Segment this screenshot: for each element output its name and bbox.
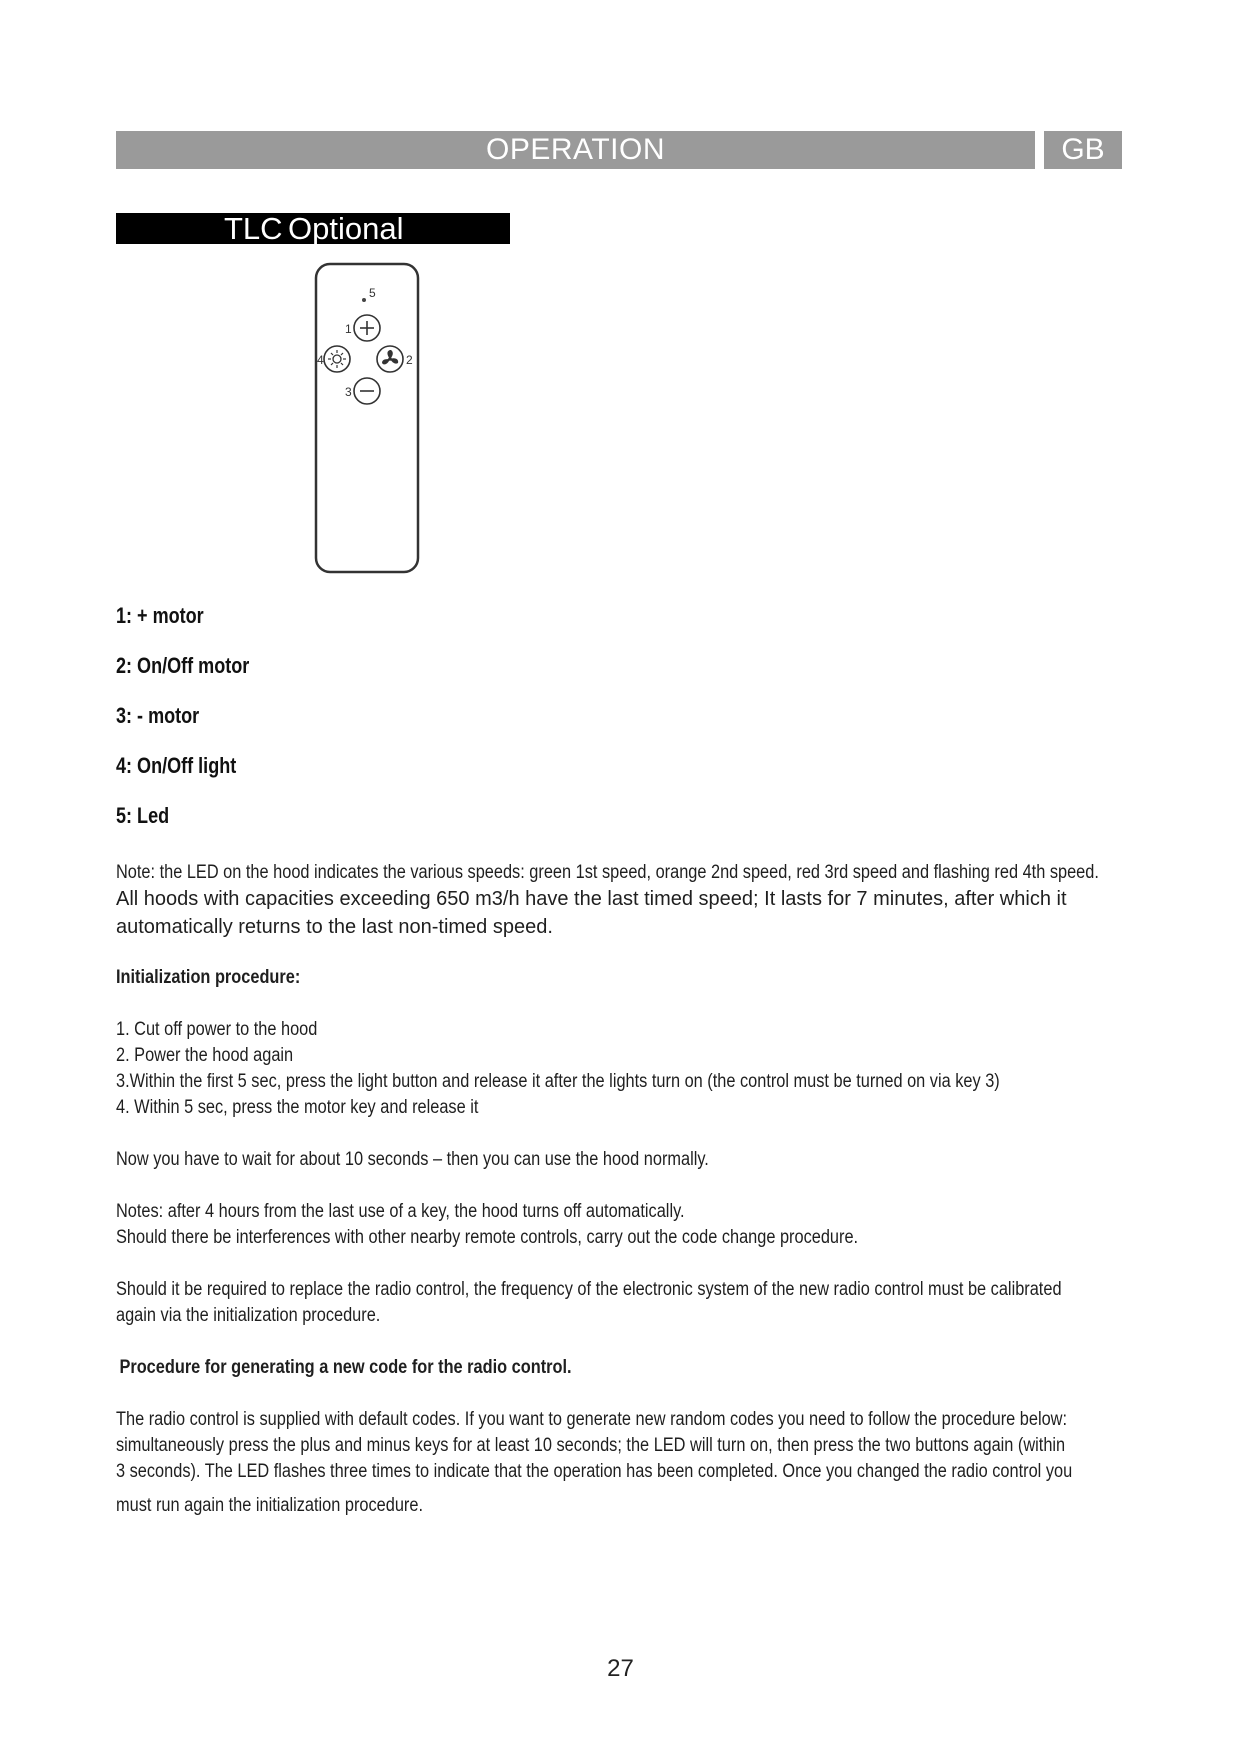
key-legend-item: 1: + motor bbox=[116, 603, 204, 628]
fan-key[interactable] bbox=[377, 346, 403, 372]
key-label-2: 2 bbox=[406, 353, 413, 367]
key-legend-item: 5: Led bbox=[116, 803, 170, 828]
initialization-section bbox=[116, 965, 1126, 1519]
plus-key[interactable] bbox=[354, 315, 380, 341]
init-step: 2. Power the hood again bbox=[116, 1045, 294, 1066]
init-step: 1. Cut off power to the hood bbox=[116, 1019, 318, 1040]
replace-note-line: Should it be required to replace the radio control, the frequency of the electronic system of the new radio control must be calibrated bbox=[116, 1279, 1062, 1300]
interference-note: Should there be interferences with other nearby remote controls, carry out the code change procedure. bbox=[116, 1227, 859, 1248]
key-legend bbox=[116, 603, 716, 853]
new-code-line: simultaneously press the plus and minus keys for at least 10 seconds; the LED will turn on, then press the two buttons again (within bbox=[116, 1435, 1066, 1456]
key-label-1: 1 bbox=[345, 322, 352, 336]
key-label-3: 3 bbox=[345, 385, 352, 399]
light-key[interactable] bbox=[324, 346, 350, 372]
replace-note-line: again via the initialization procedure. bbox=[116, 1305, 381, 1326]
auto-off-note: Notes: after 4 hours from the last use of a key, the hood turns off automatically. bbox=[116, 1201, 685, 1222]
minus-key[interactable] bbox=[354, 378, 380, 404]
led-indicator bbox=[362, 298, 366, 302]
page-number: 27 bbox=[607, 1655, 634, 1682]
language-tag: GB bbox=[1044, 131, 1122, 169]
key-label-5: 5 bbox=[369, 286, 376, 300]
new-code-line: must run again the initialization procedure. bbox=[116, 1495, 424, 1516]
wait-note: Now you have to wait for about 10 seconds – then you can use the hood normally. bbox=[116, 1149, 709, 1170]
init-step: 4. Within 5 sec, press the motor key and release it bbox=[116, 1097, 479, 1118]
section-header-operation: OPERATION bbox=[116, 131, 1035, 169]
new-code-line: 3 seconds). The LED flashes three times to indicate that the operation has been completed. Once you changed the radio control you bbox=[116, 1461, 1073, 1482]
key-legend-item: 2: On/Off motor bbox=[116, 653, 250, 678]
speed-note: Note: the LED on the hood indicates the various speeds: green 1st speed, orange 2nd speed, red 3rd speed and flashing red 4th speed. bbox=[116, 862, 1099, 883]
key-legend-item: 3: - motor bbox=[116, 703, 200, 728]
timed-speed-paragraph: All hoods with capacities exceeding 650 m3/h have the last timed speed; It lasts for 7 minutes, after which it automatically returns to the last non-timed speed. bbox=[116, 888, 1067, 938]
init-step: 3.Within the first 5 sec, press the light button and release it after the lights turn on (the control must be turned on via key 3) bbox=[116, 1071, 1000, 1092]
subsection-title-bar bbox=[116, 213, 510, 244]
key-legend-item: 4: On/Off light bbox=[116, 753, 237, 778]
remote-body bbox=[316, 264, 418, 572]
initialization-heading: Initialization procedure: bbox=[116, 967, 301, 988]
new-code-heading: Procedure for generating a new code for the radio control. bbox=[119, 1357, 572, 1378]
subsection-title-optional: Optional bbox=[288, 211, 404, 246]
key-label-4: 4 bbox=[317, 353, 324, 367]
subsection-title-tlc: TLC bbox=[224, 211, 283, 246]
remote-control-illustration bbox=[314, 262, 420, 574]
new-code-line: The radio control is supplied with default codes. If you want to generate new random codes you need to follow the procedure below: bbox=[116, 1409, 1068, 1430]
